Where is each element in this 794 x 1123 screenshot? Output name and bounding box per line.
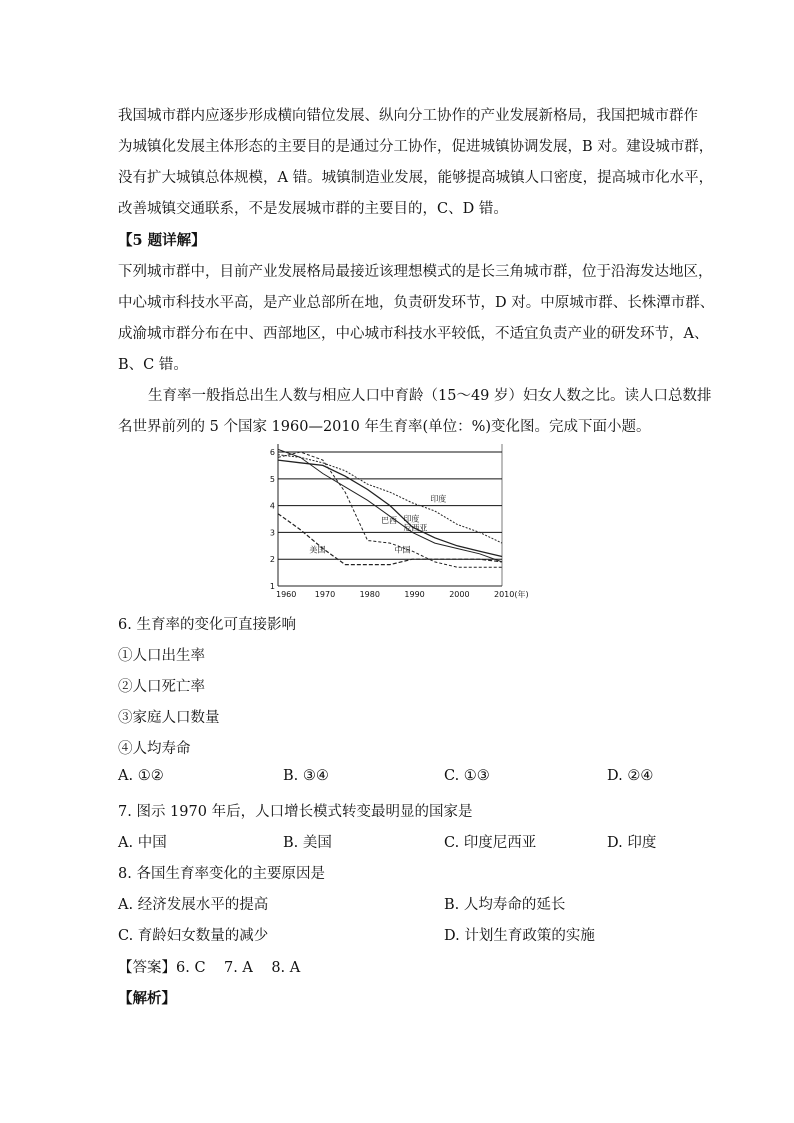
analysis-heading: 【解析】	[118, 990, 176, 1007]
y-tick-label: 1	[269, 582, 275, 591]
q6-option-b: B. ③④	[283, 768, 329, 784]
x-tick-label: 1970	[314, 590, 336, 599]
series-label: 美国	[309, 545, 326, 555]
series-label: 中国	[394, 545, 411, 555]
q6-option-c: C. ①③	[444, 768, 490, 784]
y-tick-label: 6	[269, 448, 275, 458]
y-tick-label: 2	[269, 555, 275, 565]
x-tick-label: 1980	[359, 590, 380, 599]
y-tick-label: 5	[269, 474, 275, 484]
q7-option-d: D. 印度	[607, 835, 657, 851]
y-tick-label: 4	[269, 501, 275, 511]
q8-option-d: D. 计划生育政策的实施	[444, 928, 595, 944]
x-tick-label: 1990	[404, 590, 425, 599]
series-label: 印度尼西亚	[403, 514, 428, 533]
para1-line-1: 我国城市群内应逐步形成横向错位发展、纵向分工协作的产业发展新格局，我国把城市群作	[118, 108, 698, 124]
para2-line-2: 中心城市科技水平高，是产业总部所在地，负责研发环节，D 对。中原城市群、长株潭市群、	[118, 295, 715, 311]
q8-option-b: B. 人均寿命的延长	[444, 897, 566, 913]
q6-item-1: ①人口出生率	[118, 648, 205, 664]
x-tick-label: 2010(年)	[494, 590, 529, 599]
q6-option-d: D. ②④	[607, 768, 654, 784]
q6-item-4: ④人均寿命	[118, 741, 191, 757]
intro-line-2: 名世界前列的 5 个国家 1960—2010 年生育率(单位：%)变化图。完成下面小题。	[118, 419, 651, 435]
para1-line-2: 为城镇化发展主体形态的主要目的是通过分工协作，促进城镇协调发展，B 对。建设城市群，	[118, 139, 714, 155]
q8-stem: 8. 各国生育率变化的主要原因是	[118, 866, 325, 882]
para2-line-1: 下列城市群中，目前产业发展格局最接近该理想模式的是长三角城市群，位于沿海发达地区，	[118, 264, 713, 280]
q6-stem: 6. 生育率的变化可直接影响	[118, 617, 296, 633]
q8-option-a: A. 经济发展水平的提高	[118, 897, 269, 913]
series-label: 巴西	[381, 516, 398, 526]
para2-line-3: 成渝城市群分布在中、西部地区，中心城市科技水平较低，不适宜负责产业的研发环节，A、	[118, 326, 709, 342]
q6-item-3: ③家庭人口数量	[118, 710, 220, 726]
q8-option-c: C. 育龄妇女数量的减少	[118, 928, 269, 944]
fertility-rate-chart	[262, 440, 532, 602]
series-label: 印度	[430, 494, 447, 504]
series-line	[278, 455, 502, 543]
q7-stem: 7. 图示 1970 年后，人口增长模式转变最明显的国家是	[118, 804, 473, 820]
para1-line-4: 改善城镇交通联系，不是发展城市群的主要目的，C、D 错。	[118, 201, 508, 217]
q6-option-a: A. ①②	[118, 768, 164, 784]
q5-heading: 【5 题详解】	[118, 232, 206, 249]
q7-option-a: A. 中国	[118, 835, 167, 851]
answer-line: 【答案】6. C 7. A 8. A	[118, 960, 301, 976]
q7-option-c: C. 印度尼西亚	[444, 835, 537, 851]
q6-item-2: ②人口死亡率	[118, 679, 205, 695]
q7-option-b: B. 美国	[283, 835, 332, 851]
y-tick-label: 3	[269, 528, 275, 538]
x-tick-label: 2000	[449, 590, 470, 599]
series-line	[278, 460, 502, 556]
para2-line-4: B、C 错。	[118, 357, 188, 373]
x-tick-label: 1960	[276, 590, 297, 599]
para1-line-3: 没有扩大城镇总体规模，A 错。城镇制造业发展，能够提高城镇人口密度，提高城市化水平，	[118, 170, 714, 186]
intro-line-1: 生育率一般指总出生人数与相应人口中育龄（15～49 岁）妇女人数之比。读人口总数排	[148, 388, 712, 404]
